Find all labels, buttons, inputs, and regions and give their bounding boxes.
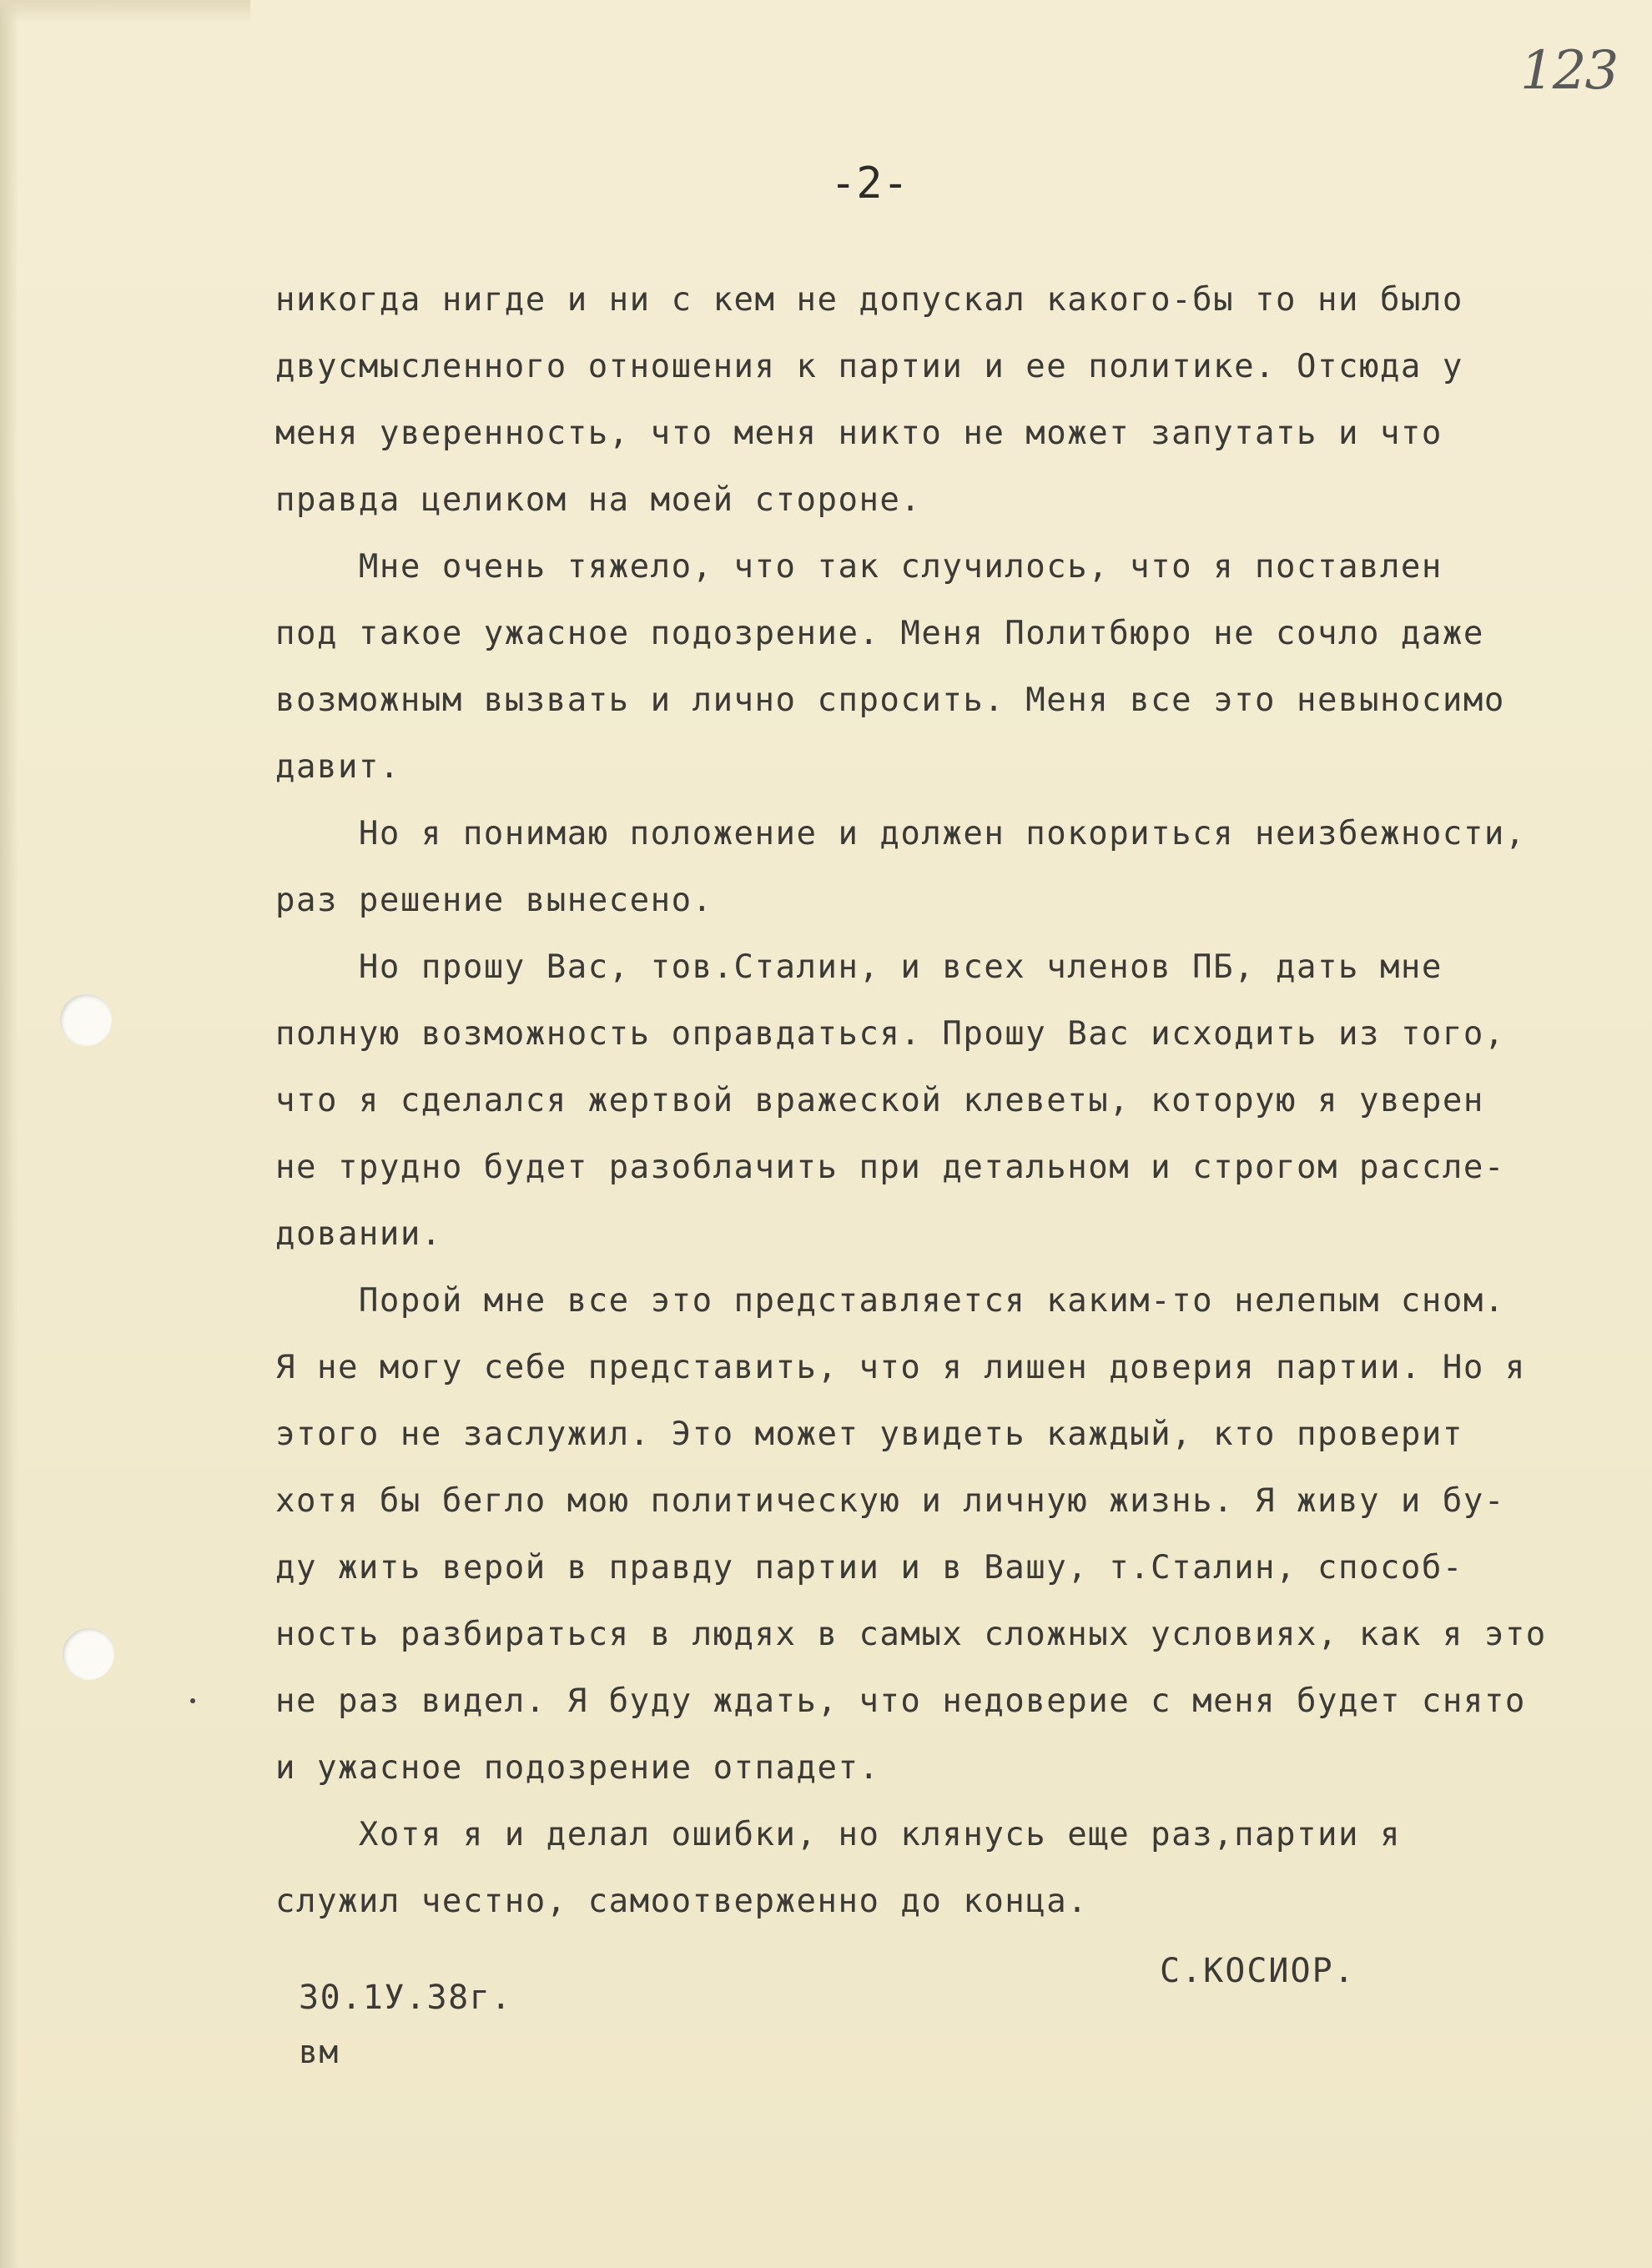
folio-number: 123	[1520, 40, 1618, 102]
text-line: раз решение вынесено.	[275, 882, 713, 919]
paper-top-fold	[0, 0, 250, 23]
paragraph	[275, 1802, 1627, 1935]
punch-hole-bottom	[63, 1628, 114, 1680]
paragraph	[275, 934, 1627, 1268]
text-line: довании.	[275, 1215, 442, 1253]
text-line: Мне очень тяжело, что так случилось, что я поставлен	[275, 548, 1443, 586]
text-line: полную возможность оправдаться. Прошу Вас исходить из того,	[275, 1015, 1505, 1053]
text-line: меня уверенность, что меня никто не может запутать и что	[275, 415, 1443, 452]
text-line: служил честно, самоотверженно до конца.	[275, 1883, 1089, 1920]
text-line: никогда нигде и ни с кем не допускал какого-бы то ни было	[275, 281, 1463, 319]
text-line: не раз видел. Я буду ждать, что недоверие с меня будет снято	[275, 1682, 1526, 1720]
text-line: что я сделался жертвой вражеской клеветы, которую я уверен	[275, 1082, 1484, 1119]
text-line: Но я понимаю положение и должен покориться неизбежности,	[275, 815, 1526, 852]
paragraph	[275, 801, 1627, 934]
signature-name: С.КОСИОР.	[1160, 1952, 1356, 1990]
typist-initials: вм	[299, 2034, 340, 2070]
paragraph	[275, 267, 1627, 534]
text-line: двусмысленного отношения к партии и ее политике. Отсюда у	[275, 348, 1463, 385]
text-line: хотя бы бегло мою политическую и личную жизнь. Я живу и бу-	[275, 1482, 1505, 1520]
closing-block	[275, 1952, 1377, 2027]
text-line: Но прошу Вас, тов.Сталин, и всех членов ПБ, дать мне	[275, 948, 1443, 986]
page-number-marker: -2-	[830, 158, 909, 209]
text-line: не трудно будет разоблачить при детальном и строгом рассле-	[275, 1149, 1505, 1186]
text-line: ность разбираться в людях в самых сложных условиях, как я это	[275, 1616, 1547, 1653]
text-line: ду жить верой в правду партии и в Вашу, т.Сталин, способ-	[275, 1549, 1463, 1587]
text-line: Хотя я и делал ошибки, но клянусь еще раз,партии я	[275, 1816, 1401, 1853]
text-line: правда целиком на моей стороне.	[275, 481, 922, 519]
punch-hole-top	[60, 994, 112, 1046]
text-line: под такое ужасное подозрение. Меня Политбюро не сочло даже	[275, 615, 1484, 652]
paragraph	[275, 1268, 1627, 1802]
text-line: Я не могу себе представить, что я лишен доверия партии. Но я	[275, 1349, 1526, 1386]
letter-date: 30.1У.38г.	[299, 1979, 512, 2017]
text-line: этого не заслужил. Это может увидеть каждый, кто проверит	[275, 1416, 1463, 1453]
letter-body	[275, 267, 1627, 1935]
text-line: давит.	[275, 748, 400, 786]
text-line: и ужасное подозрение отпадет.	[275, 1749, 880, 1787]
paragraph	[275, 534, 1627, 801]
text-line: возможным вызвать и лично спросить. Меня все это невыносимо	[275, 681, 1505, 719]
paper-edge-shadow	[0, 0, 18, 2268]
ink-speck	[190, 1698, 195, 1703]
text-line: Порой мне все это представляется каким-то нелепым сном.	[275, 1282, 1505, 1320]
